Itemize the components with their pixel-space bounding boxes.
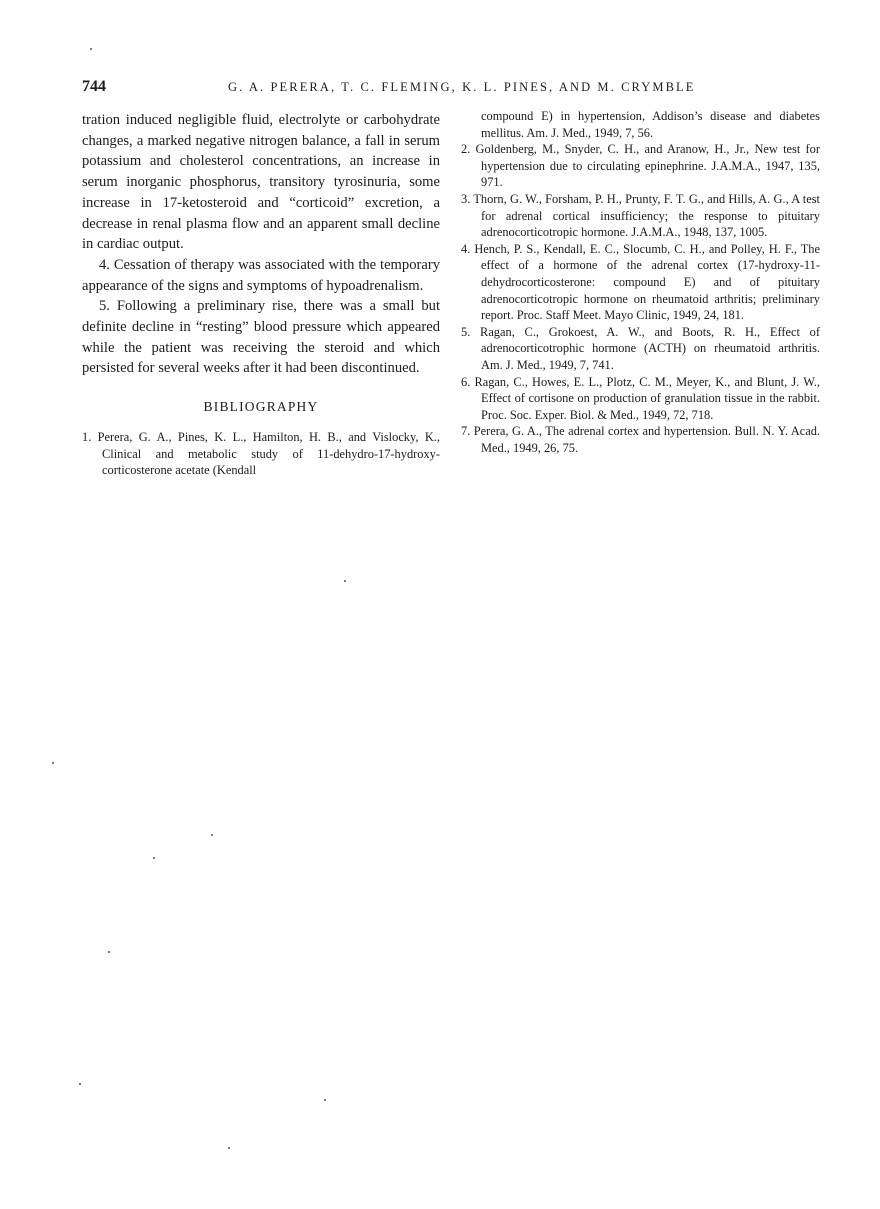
scan-speck: [153, 857, 155, 859]
scan-speck: [79, 1083, 81, 1085]
summary-point-5: 5. Following a preliminary rise, there was a small but definite decline in “resting” blood pressure which appeared while the patient was receiving the steroid and which persisted for several weeks after it had been discontinued.: [82, 298, 440, 377]
bibliography-heading: BIBLIOGRAPHY: [203, 399, 319, 415]
running-header: [82, 78, 822, 100]
scan-speck: [344, 580, 346, 582]
scan-speck: [108, 951, 110, 953]
scan-speck: [228, 1147, 230, 1149]
scan-speck: [52, 762, 54, 764]
running-header-authors: G. A. PERERA, T. C. FLEMING, K. L. PINES, AND M. CRYMBLE: [228, 80, 696, 94]
left-column: [82, 110, 440, 479]
reference-7: 7. Perera, G. A., The adrenal cortex and hypertension. Bull. N. Y. Acad. Med., 1949, 26, 75.: [461, 424, 820, 455]
reference-5: 5. Ragan, C., Grokoest, A. W., and Boots, R. H., Effect of adrenocorticotrophic hormone (ACTH) on rheumatoid arthritis. Am. J. Med., 1949, 7, 741.: [461, 324, 820, 372]
reference-4: 4. Hench, P. S., Kendall, E. C., Slocumb, C. H., and Polley, H. F., The effect of a hormone of the adrenal cortex (17-hydroxy-11-dehydrocorticosterone: compound E) and of pituitary adrenocorticotropic hormone on rheumatoid arthritis; preliminary report. Proc. Staff Meet. Mayo Clinic, 1949, 24, 181.: [461, 241, 820, 323]
scan-speck: [211, 834, 213, 836]
reference-3: 3. Thorn, G. W., Forsham, P. H., Prunty, F. T. G., and Hills, A. G., A test for adrenal cortical insufficiency; the response to pituitary adrenocorticotropic hormone. J.A.M.A., 1948, 137, 1005.: [461, 191, 820, 240]
reference-6: 6. Ragan, C., Howes, E. L., Plotz, C. M., Meyer, K., and Blunt, J. W., Effect of cortisone on production of granulation tissue in the rabbit. Proc. Soc. Exper. Biol. & Med., 1949, 72, 718.: [461, 374, 820, 422]
summary-point-4: 4. Cessation of therapy was associated with the temporary appearance of the signs and symptoms of hypoadrenalism.: [82, 256, 440, 294]
reference-1: 1. Perera, G. A., Pines, K. L., Hamilton, H. B., and Vislocky, K., Clinical and metabolic study of 11-dehydro-17-hydroxy-corticosterone acetate (Kendall: [82, 430, 440, 478]
reference-2: 2. Goldenberg, M., Snyder, C. H., and Aranow, H., Jr., New test for hypertension due to circulating epinephrine. J.A.M.A., 1947, 135, 971.: [461, 142, 820, 190]
right-column: [461, 108, 820, 456]
page-number: 744: [82, 78, 106, 95]
scan-speck: [324, 1099, 326, 1101]
scan-speck: [90, 48, 92, 50]
summary-continuation: tration induced negligible fluid, electrolyte or carbohydrate changes, a marked negative nitrogen balance, a fall in serum potassium and cholesterol concentrations, an increase in serum inorganic phosphorus, transitory tyrosinuria, some increase in 17-ketosteroid and “corticoid” excretion, a decrease in renal plasma flow and an apparent small decline in cardiac output.: [82, 112, 440, 253]
reference-1-continued: compound E) in hypertension, Addison’s disease and diabetes mellitus. Am. J. Med., 1949, 7, 56.: [481, 109, 820, 140]
